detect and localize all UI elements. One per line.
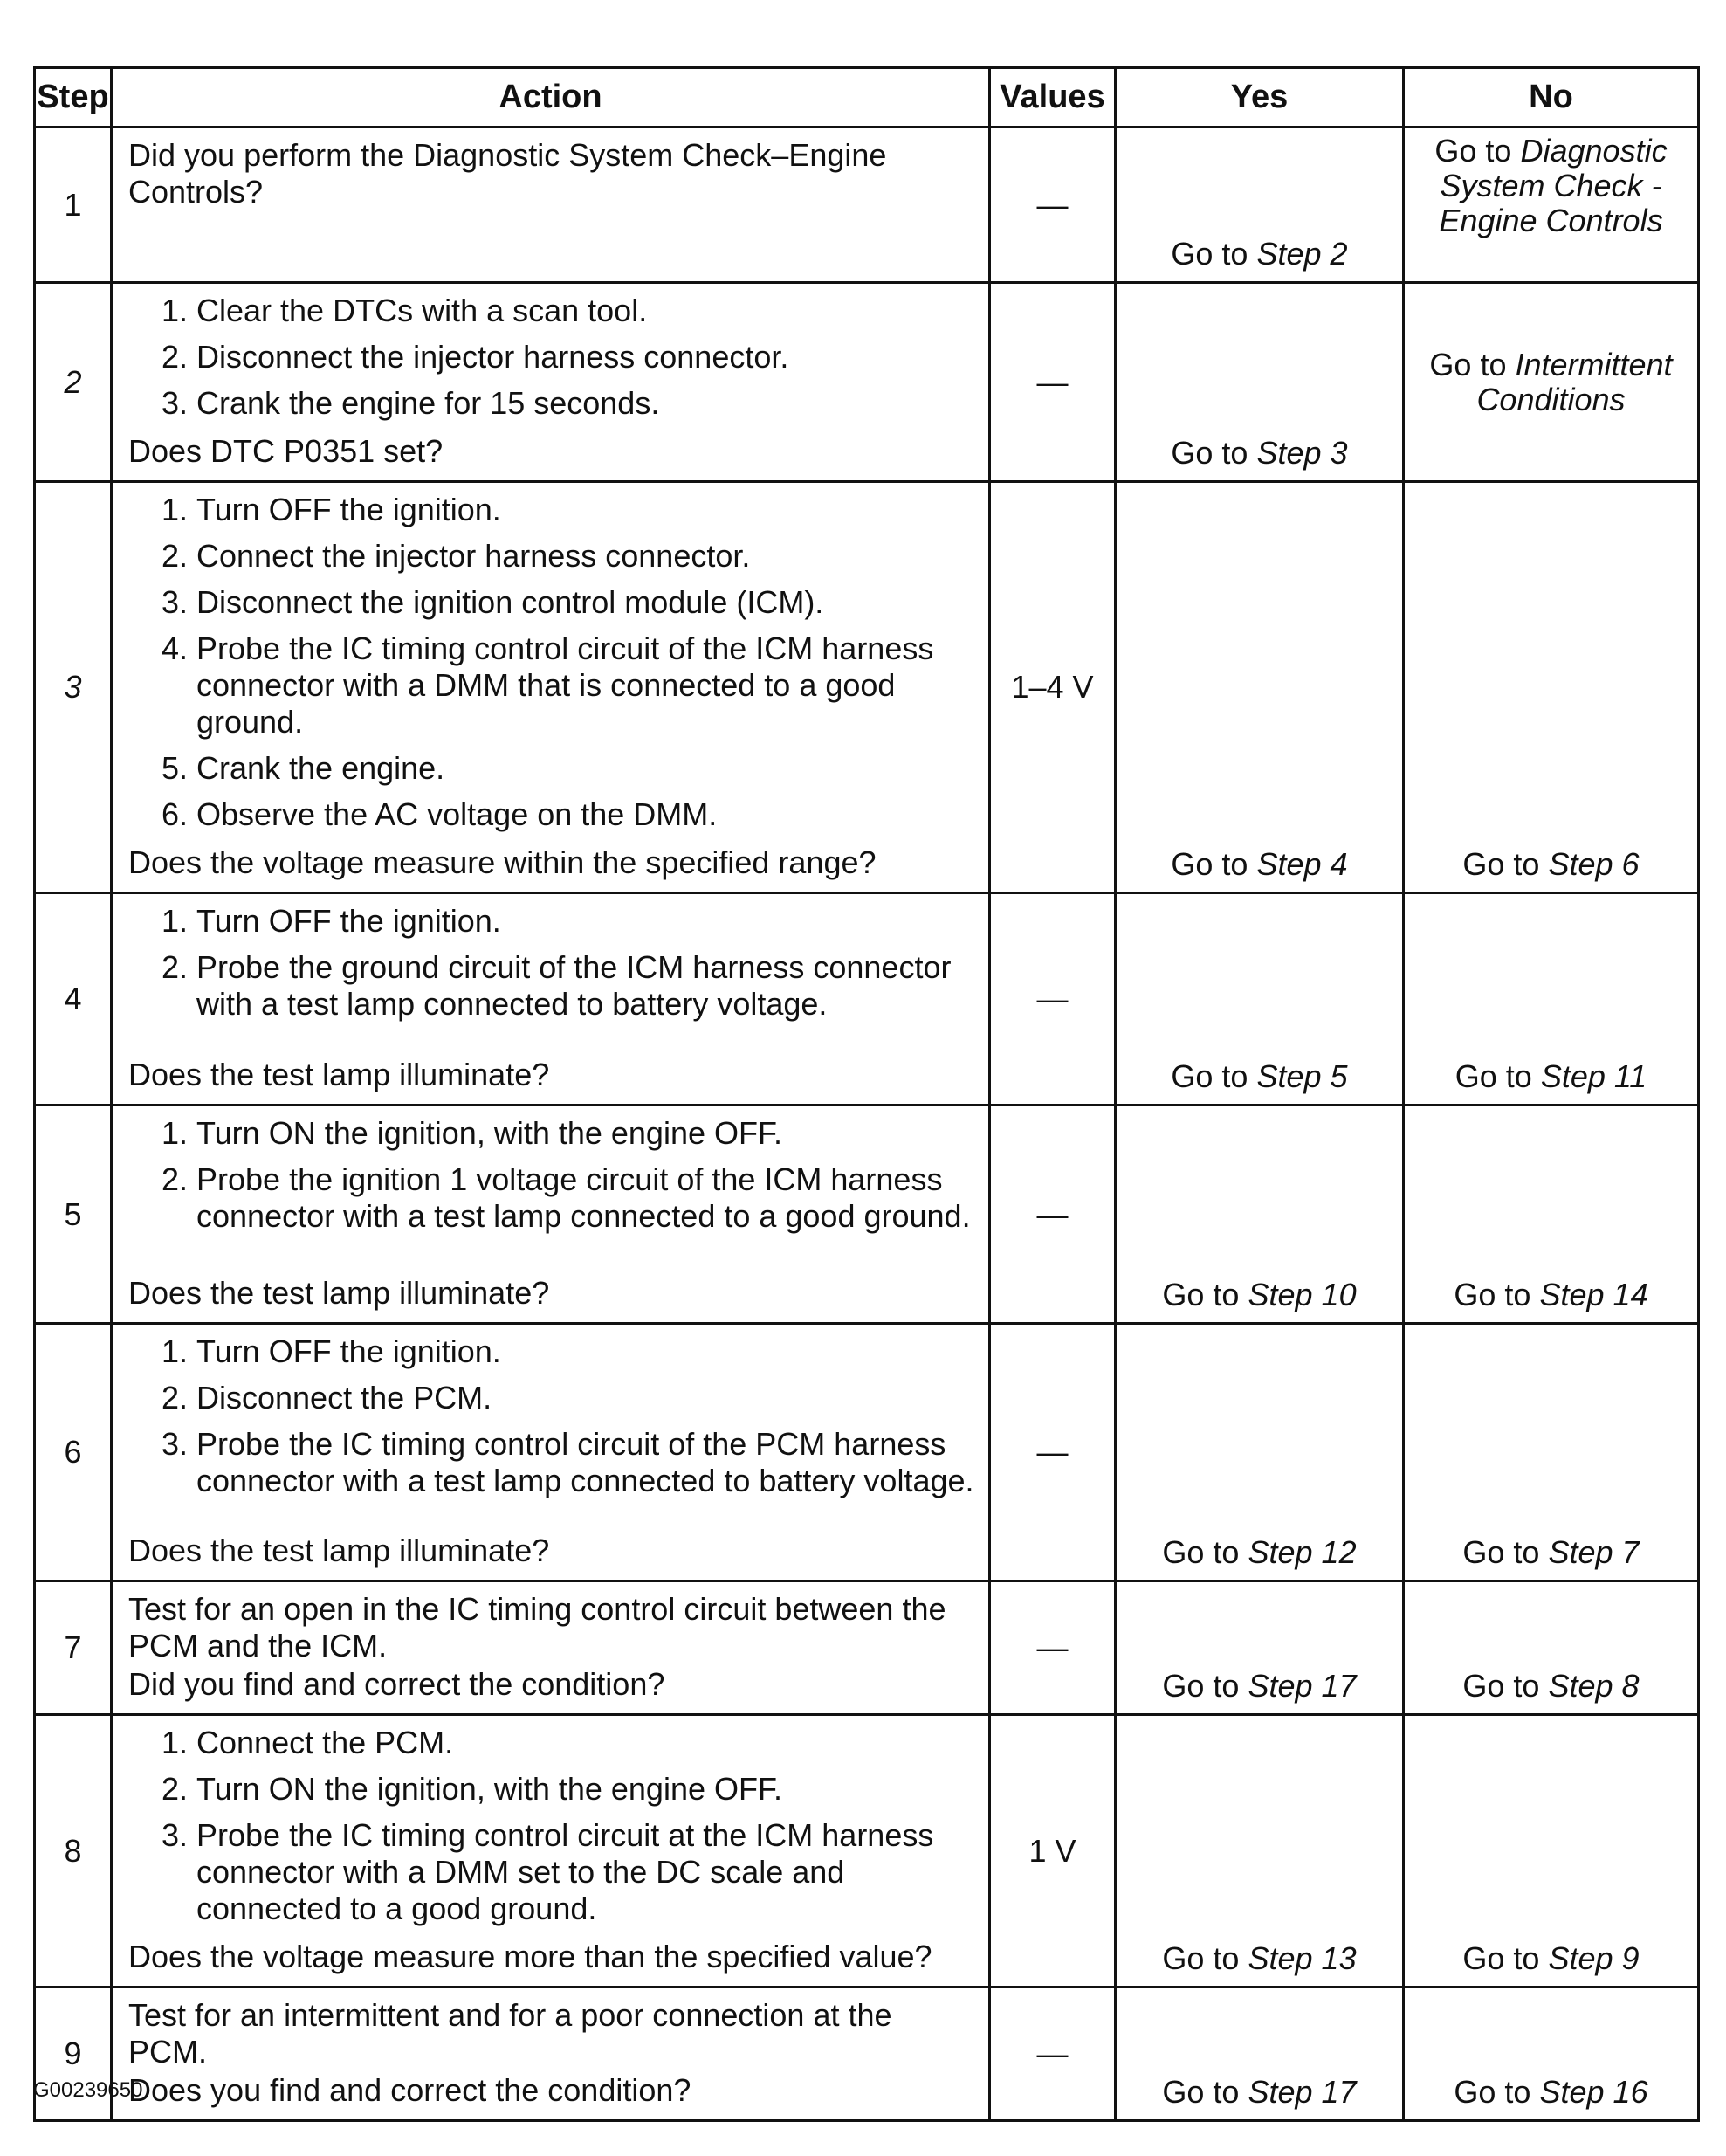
figure-id: G00239650 — [33, 2078, 143, 2102]
item-text: Crank the engine. — [196, 750, 445, 786]
go-to-label: Go to — [1162, 1668, 1240, 1704]
list-item — [128, 1771, 976, 1808]
go-to-label: Go to — [1462, 1668, 1540, 1704]
action-body — [128, 1997, 976, 2070]
no-step-link: Step 16 — [1539, 2074, 1648, 2110]
list-item — [128, 1817, 976, 1927]
go-to-label: Go to — [1429, 346, 1507, 382]
item-text: Probe the IC timing control circuit of the ICM harness connector with a DMM that is connected to a good ground. — [196, 630, 934, 740]
no-target — [1405, 1534, 1697, 1571]
no-step-link: Step 8 — [1548, 1668, 1640, 1704]
action-cell — [112, 283, 990, 482]
action-cell — [112, 1581, 990, 1715]
item-text: Disconnect the PCM. — [196, 1380, 492, 1416]
action-body — [128, 903, 976, 1032]
action-cell — [112, 1987, 990, 2121]
item-text: Observe the AC voltage on the DMM. — [196, 796, 718, 832]
list-item — [128, 949, 976, 1023]
item-number: 3. — [161, 385, 188, 421]
action-cell — [112, 127, 990, 283]
value-cell: — — [990, 893, 1116, 1106]
yes-target — [1117, 1058, 1402, 1095]
header-action: Action — [112, 68, 990, 127]
no-cell — [1404, 1106, 1699, 1324]
no-cell — [1404, 893, 1699, 1106]
no-target — [1405, 128, 1697, 244]
table-row — [35, 283, 1699, 482]
go-to-label: Go to — [1171, 846, 1248, 882]
yes-target — [1117, 1668, 1402, 1705]
action-body — [128, 1115, 976, 1244]
list-item — [128, 750, 976, 787]
step-number: 9 — [35, 1987, 112, 2121]
header-step: Step — [35, 68, 112, 127]
value-cell: — — [990, 1324, 1116, 1581]
no-target — [1405, 1277, 1697, 1313]
table-row — [35, 1987, 1699, 2121]
action-intro: Did you perform the Diagnostic System Check–Engine Controls? — [128, 137, 887, 210]
item-text: Turn OFF the ignition. — [196, 492, 501, 527]
yes-step-link: Step 2 — [1256, 236, 1348, 272]
action-content — [113, 894, 988, 1104]
value-cell: — — [990, 1581, 1116, 1715]
no-cell — [1404, 482, 1699, 893]
step-number: 8 — [35, 1715, 112, 1987]
header-no: No — [1404, 68, 1699, 127]
yes-cell — [1116, 283, 1404, 482]
yes-step-link: Step 4 — [1256, 846, 1348, 882]
list-item — [128, 1380, 976, 1416]
list-item — [128, 1115, 976, 1152]
yes-cell — [1116, 1581, 1404, 1715]
action-question: Does the voltage measure within the specified range? — [128, 844, 877, 880]
step-number: 6 — [35, 1324, 112, 1581]
no-target — [1405, 1940, 1697, 1977]
yes-step-link: Step 13 — [1248, 1940, 1357, 1976]
action-question: Does DTC P0351 set? — [128, 433, 444, 469]
action-question: Does you find and correct the condition? — [128, 2072, 691, 2108]
action-body — [128, 293, 976, 431]
yes-cell — [1116, 127, 1404, 283]
action-content — [113, 483, 988, 892]
no-cell — [1404, 1581, 1699, 1715]
item-text: Probe the ground circuit of the ICM harness connector with a test lamp connected to battery voltage. — [196, 949, 952, 1022]
yes-cell — [1116, 1106, 1404, 1324]
action-question: Does the test lamp illuminate? — [128, 1275, 550, 1311]
yes-step-link: Step 17 — [1248, 1668, 1357, 1704]
yes-cell — [1116, 1324, 1404, 1581]
action-steps — [128, 492, 976, 833]
table-row — [35, 127, 1699, 283]
yes-step-link: Step 5 — [1256, 1058, 1348, 1094]
table-row — [35, 1324, 1699, 1581]
action-steps — [128, 903, 976, 1023]
list-item — [128, 796, 976, 833]
header-yes: Yes — [1116, 68, 1404, 127]
action-steps — [128, 293, 976, 422]
list-item — [128, 385, 976, 422]
action-content — [113, 1988, 988, 2119]
action-body — [128, 1333, 976, 1509]
header-values: Values — [990, 68, 1116, 127]
no-step-link: Step 7 — [1548, 1534, 1640, 1570]
yes-target — [1117, 236, 1402, 272]
value-cell: 1–4 V — [990, 482, 1116, 893]
go-to-label: Go to — [1434, 133, 1512, 169]
action-content — [113, 1716, 988, 1986]
list-item — [128, 1725, 976, 1761]
no-target — [1405, 1668, 1697, 1705]
item-text: Disconnect the injector harness connector. — [196, 339, 789, 375]
go-to-label: Go to — [1462, 846, 1540, 882]
go-to-label: Go to — [1454, 2074, 1531, 2110]
no-step-link: Step 11 — [1540, 1058, 1647, 1094]
item-text: Turn OFF the ignition. — [196, 903, 501, 939]
go-to-label: Go to — [1454, 1058, 1532, 1094]
table-row — [35, 482, 1699, 893]
yes-target — [1117, 1277, 1402, 1313]
action-question: Does the voltage measure more than the specified value? — [128, 1939, 932, 1974]
yes-target — [1117, 1534, 1402, 1571]
item-text: Probe the IC timing control circuit of the PCM harness connector with a test lamp connected to battery voltage. — [196, 1426, 974, 1498]
yes-cell — [1116, 893, 1404, 1106]
item-number: 1. — [161, 1725, 188, 1760]
step-number: 2 — [35, 283, 112, 482]
item-number: 1. — [161, 492, 188, 527]
step-number: 7 — [35, 1581, 112, 1715]
yes-target — [1117, 435, 1402, 472]
value-cell: — — [990, 127, 1116, 283]
action-content — [113, 284, 988, 480]
item-number: 2. — [161, 339, 188, 375]
table-row — [35, 1715, 1699, 1987]
item-number: 5. — [161, 750, 188, 786]
value-cell: — — [990, 1987, 1116, 2121]
action-content — [113, 1325, 988, 1580]
action-content — [113, 128, 988, 281]
no-step-link: Step 14 — [1539, 1277, 1648, 1312]
action-intro: Test for an open in the IC timing control circuit between the PCM and the ICM. — [128, 1591, 946, 1663]
action-cell — [112, 1715, 990, 1987]
go-to-label: Go to — [1162, 1277, 1240, 1312]
go-to-label: Go to — [1171, 1058, 1248, 1094]
item-text: Clear the DTCs with a scan tool. — [196, 293, 648, 328]
item-number: 2. — [161, 538, 188, 574]
no-target — [1405, 2074, 1697, 2111]
header-row — [35, 68, 1699, 127]
value-cell: — — [990, 1106, 1116, 1324]
table-body — [35, 127, 1699, 2121]
item-number: 3. — [161, 1426, 188, 1462]
item-text: Turn OFF the ignition. — [196, 1333, 501, 1369]
diagnostic-table — [33, 66, 1700, 2122]
item-number: 1. — [161, 1115, 188, 1151]
item-number: 3. — [161, 1817, 188, 1853]
go-to-label: Go to — [1171, 435, 1248, 471]
yes-cell — [1116, 1715, 1404, 1987]
action-body — [128, 137, 976, 210]
item-text: Turn ON the ignition, with the engine OFF. — [196, 1771, 782, 1807]
list-item — [128, 339, 976, 375]
no-target — [1405, 1058, 1697, 1095]
no-target — [1405, 348, 1697, 417]
step-number: 4 — [35, 893, 112, 1106]
action-body — [128, 492, 976, 843]
action-question: Did you find and correct the condition? — [128, 1666, 665, 1702]
no-target — [1405, 846, 1697, 883]
item-number: 4. — [161, 630, 188, 666]
list-item — [128, 1161, 976, 1235]
value-cell: 1 V — [990, 1715, 1116, 1987]
table-row — [35, 1581, 1699, 1715]
no-cell — [1404, 1715, 1699, 1987]
action-cell — [112, 1106, 990, 1324]
no-cell — [1404, 1987, 1699, 2121]
yes-step-link: Step 17 — [1248, 2074, 1357, 2110]
action-steps — [128, 1115, 976, 1235]
item-number: 1. — [161, 903, 188, 939]
yes-step-link: Step 3 — [1256, 435, 1348, 471]
item-number: 1. — [161, 293, 188, 328]
go-to-label: Go to — [1462, 1940, 1540, 1976]
go-to-label: Go to — [1162, 1940, 1240, 1976]
action-cell — [112, 1324, 990, 1581]
list-item — [128, 584, 976, 621]
item-number: 2. — [161, 1771, 188, 1807]
yes-target — [1117, 2074, 1402, 2111]
step-number: 5 — [35, 1106, 112, 1324]
item-number: 2. — [161, 1161, 188, 1197]
list-item — [128, 492, 976, 528]
item-text: Probe the ignition 1 voltage circuit of the ICM harness connector with a test lamp connected to a good ground. — [196, 1161, 971, 1234]
no-step-link: Intermittent Conditions — [1476, 346, 1673, 417]
item-text: Crank the engine for 15 seconds. — [196, 385, 660, 421]
action-question: Does the test lamp illuminate? — [128, 1057, 550, 1092]
no-cell — [1404, 1324, 1699, 1581]
action-content — [113, 1582, 988, 1713]
step-number: 1 — [35, 127, 112, 283]
list-item — [128, 538, 976, 575]
item-text: Connect the PCM. — [196, 1725, 454, 1760]
go-to-label: Go to — [1171, 236, 1248, 272]
yes-target — [1117, 1940, 1402, 1977]
item-text: Probe the IC timing control circuit at the ICM harness connector with a DMM set to the DC scale and connected to a good ground. — [196, 1817, 934, 1926]
no-cell — [1404, 283, 1699, 482]
yes-step-link: Step 10 — [1248, 1277, 1357, 1312]
item-number: 3. — [161, 584, 188, 620]
action-content — [113, 1106, 988, 1322]
item-number: 2. — [161, 949, 188, 985]
table-row — [35, 1106, 1699, 1324]
table-row — [35, 893, 1699, 1106]
step-number: 3 — [35, 482, 112, 893]
no-cell — [1404, 127, 1699, 283]
item-text: Connect the injector harness connector. — [196, 538, 751, 574]
action-question: Does the test lamp illuminate? — [128, 1533, 550, 1568]
item-text: Disconnect the ignition control module (ICM). — [196, 584, 824, 620]
item-number: 2. — [161, 1380, 188, 1416]
go-to-label: Go to — [1462, 1534, 1540, 1570]
item-text: Turn ON the ignition, with the engine OFF. — [196, 1115, 782, 1151]
action-body — [128, 1591, 976, 1664]
item-number: 1. — [161, 1333, 188, 1369]
action-intro: Test for an intermittent and for a poor connection at the PCM. — [128, 1997, 892, 2070]
list-item — [128, 903, 976, 940]
list-item — [128, 630, 976, 740]
list-item — [128, 1333, 976, 1370]
yes-step-link: Step 12 — [1248, 1534, 1357, 1570]
go-to-label: Go to — [1454, 1277, 1531, 1312]
no-step-link: Step 6 — [1548, 846, 1640, 882]
list-item — [128, 1426, 976, 1499]
yes-target — [1117, 846, 1402, 883]
value-cell: — — [990, 283, 1116, 482]
go-to-label: Go to — [1162, 1534, 1240, 1570]
action-cell — [112, 893, 990, 1106]
list-item — [128, 293, 976, 329]
action-steps — [128, 1333, 976, 1499]
yes-cell — [1116, 482, 1404, 893]
item-number: 6. — [161, 796, 188, 832]
action-steps — [128, 1725, 976, 1927]
yes-cell — [1116, 1987, 1404, 2121]
action-body — [128, 1725, 976, 1937]
no-step-link: Diagnostic System Check - Engine Controls — [1439, 133, 1668, 238]
action-cell — [112, 482, 990, 893]
no-step-link: Step 9 — [1548, 1940, 1640, 1976]
go-to-label: Go to — [1162, 2074, 1240, 2110]
